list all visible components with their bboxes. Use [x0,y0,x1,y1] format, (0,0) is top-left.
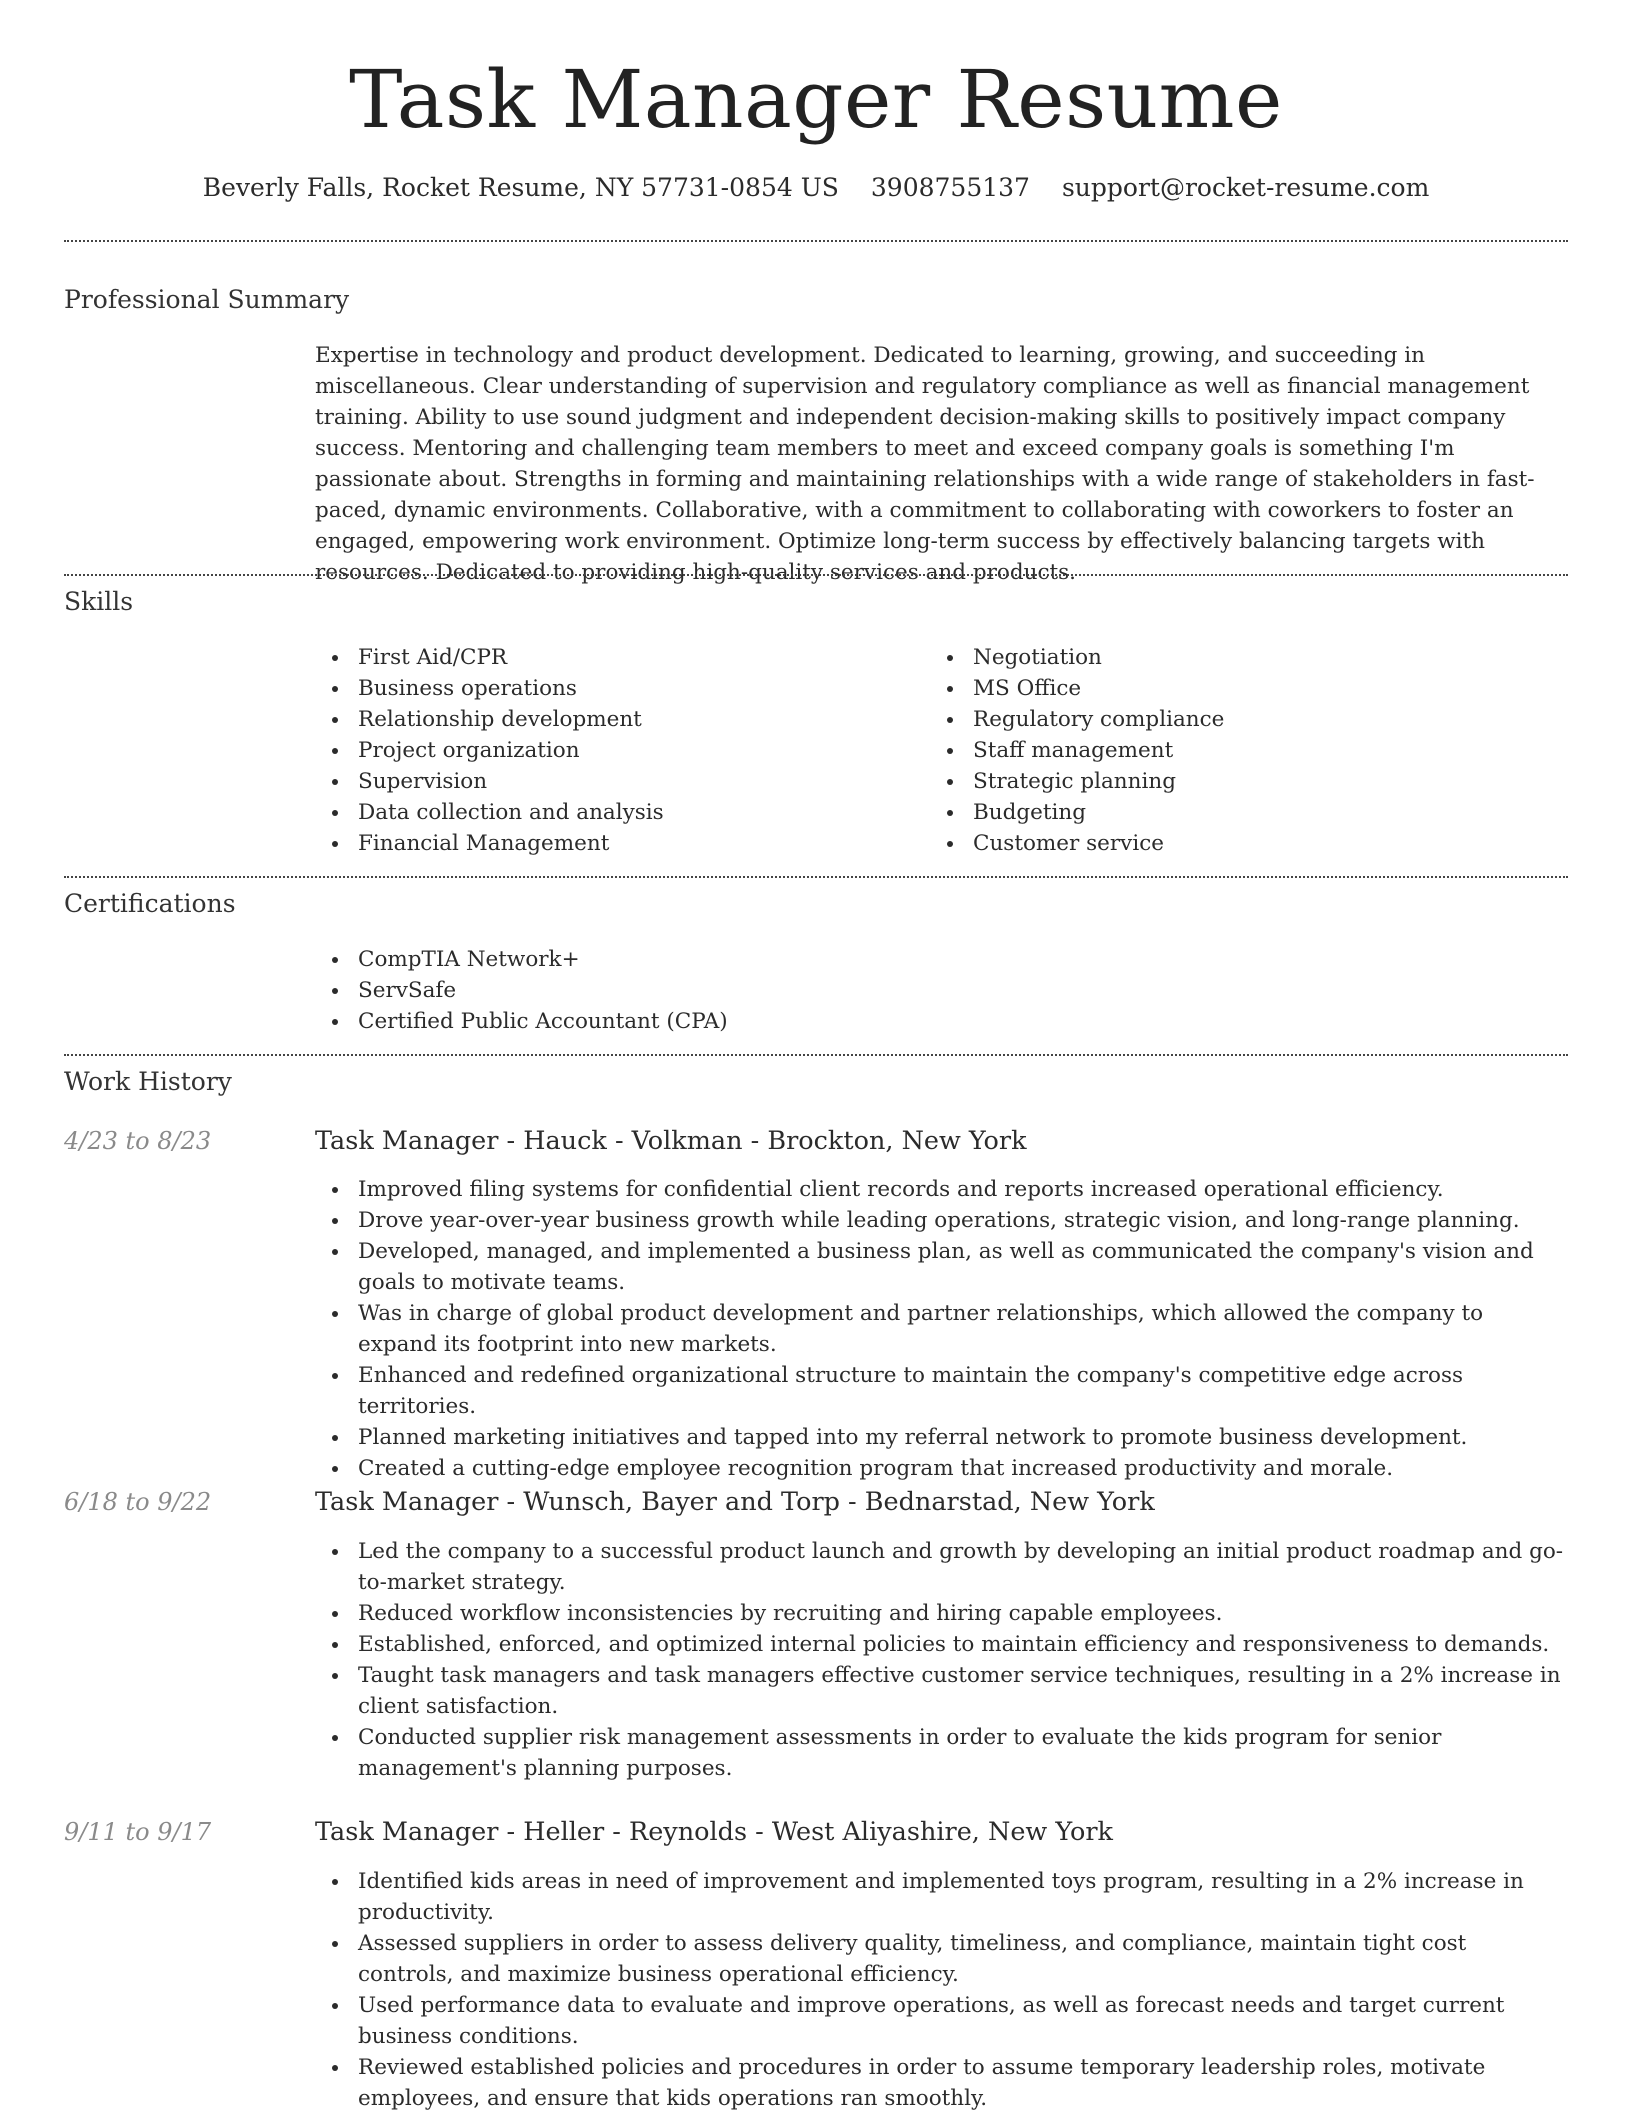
job-bullet: Reduced workflow inconsistencies by recruiting and hiring capable employees. [315,1598,1568,1629]
skill-item: Customer service [930,828,1530,859]
job-title: Task Manager - Hauck - Volkman - Brockton, New York [315,1126,1027,1156]
skill-item: Project organization [315,735,915,766]
contact-line [64,170,1568,206]
job-bullet: Improved filing systems for confidential client records and reports increased operational efficiency. [315,1174,1568,1205]
section-heading-summary: Professional Summary [64,285,350,314]
job-bullet: Enhanced and redefined organizational structure to maintain the company's competitive edge across territories. [315,1360,1568,1422]
job-dates: 6/18 to 9/22 [64,1488,212,1516]
skill-item: Strategic planning [930,766,1530,797]
skill-item: Business operations [315,673,915,704]
job-bullet: Led the company to a successful product launch and growth by developing an initial product roadmap and go-to-market strategy. [315,1536,1568,1598]
skills-list-right [930,642,1530,859]
job-bullets [315,1174,1568,1484]
certification-item: Certified Public Accountant (CPA) [315,1006,1568,1037]
section-heading-certifications: Certifications [64,889,236,918]
skills-list-left [315,642,915,859]
certification-item: ServSafe [315,975,1568,1006]
job-bullet: Assessed suppliers in order to assess delivery quality, timeliness, and compliance, maintain tight cost controls, and maximize business operational efficiency. [315,1928,1568,1990]
skill-item: Staff management [930,735,1530,766]
skill-item: Financial Management [315,828,915,859]
job-title: Task Manager - Heller - Reynolds - West Aliyashire, New York [315,1817,1113,1847]
skill-item: Negotiation [930,642,1530,673]
resume-title: Task Manager Resume [349,53,1283,146]
job-bullet: Planned marketing initiatives and tapped into my referral network to promote business development. [315,1422,1568,1453]
contact-address: Beverly Falls, Rocket Resume, NY 57731-0854 US [202,173,839,202]
job-bullet: Reviewed established policies and procedures in order to assume temporary leadership roles, motivate employees, and ensure that kids operations ran smoothly. [315,2052,1568,2112]
job-bullet: Developed, managed, and implemented a business plan, as well as communicated the company's vision and goals to motivate teams. [315,1236,1568,1298]
certifications-list [315,944,1568,1037]
skill-item: MS Office [930,673,1530,704]
job-bullet: Drove year-over-year business growth while leading operations, strategic vision, and long-range planning. [315,1205,1568,1236]
resume-page [64,0,1568,2112]
job-bullets [315,1536,1568,1784]
section-heading-skills: Skills [64,587,134,616]
divider [64,1054,1568,1056]
divider [64,574,1568,576]
divider [64,876,1568,878]
job-title: Task Manager - Wunsch, Bayer and Torp - Bednarstad, New York [315,1487,1155,1517]
section-heading-work-history: Work History [64,1067,232,1096]
skill-item: Budgeting [930,797,1530,828]
job-bullet: Taught task managers and task managers effective customer service techniques, resulting in a 2% increase in client satisfaction. [315,1660,1568,1722]
job-dates: 4/23 to 8/23 [64,1127,212,1155]
job-bullets [315,1866,1568,2112]
skill-item: Data collection and analysis [315,797,915,828]
contact-email: support@rocket-resume.com [1061,173,1430,202]
job-bullet: Conducted supplier risk management assessments in order to evaluate the kids program for senior management's planning purposes. [315,1722,1568,1784]
skill-item: Regulatory compliance [930,704,1530,735]
job-bullet: Created a cutting-edge employee recognition program that increased productivity and morale. [315,1453,1568,1484]
summary-text: Expertise in technology and product development. Dedicated to learning, growing, and succeeding in miscellaneous. Clear understanding of supervision and regulatory compliance as well as financial management training. Ability to use sound judgment and independent decision-making skills to positively impact company success. Mentoring and challenging team members to meet and exceed company goals is something I'm passionate about. Strengths in forming and maintaining relationships with a wide range of stakeholders in fast-paced, dynamic environments. Collaborative, with a commitment to collaborating with coworkers to foster an engaged, empowering work environment. Optimize long-term success by effectively balancing targets with resources. Dedicated to providing high-quality services and products. [315,343,1535,585]
skill-item: Relationship development [315,704,915,735]
skill-item: First Aid/CPR [315,642,915,673]
divider [64,240,1568,242]
job-bullet: Identified kids areas in need of improvement and implemented toys program, resulting in a 2% increase in productivity. [315,1866,1568,1928]
job-bullet: Used performance data to evaluate and improve operations, as well as forecast needs and target current business conditions. [315,1990,1568,2052]
job-bullet: Was in charge of global product development and partner relationships, which allowed the company to expand its footprint into new markets. [315,1298,1568,1360]
job-bullet: Established, enforced, and optimized internal policies to maintain efficiency and responsiveness to demands. [315,1629,1568,1660]
job-dates: 9/11 to 9/17 [64,1818,212,1846]
certification-item: CompTIA Network+ [315,944,1568,975]
contact-phone: 3908755137 [870,173,1030,202]
skill-item: Supervision [315,766,915,797]
